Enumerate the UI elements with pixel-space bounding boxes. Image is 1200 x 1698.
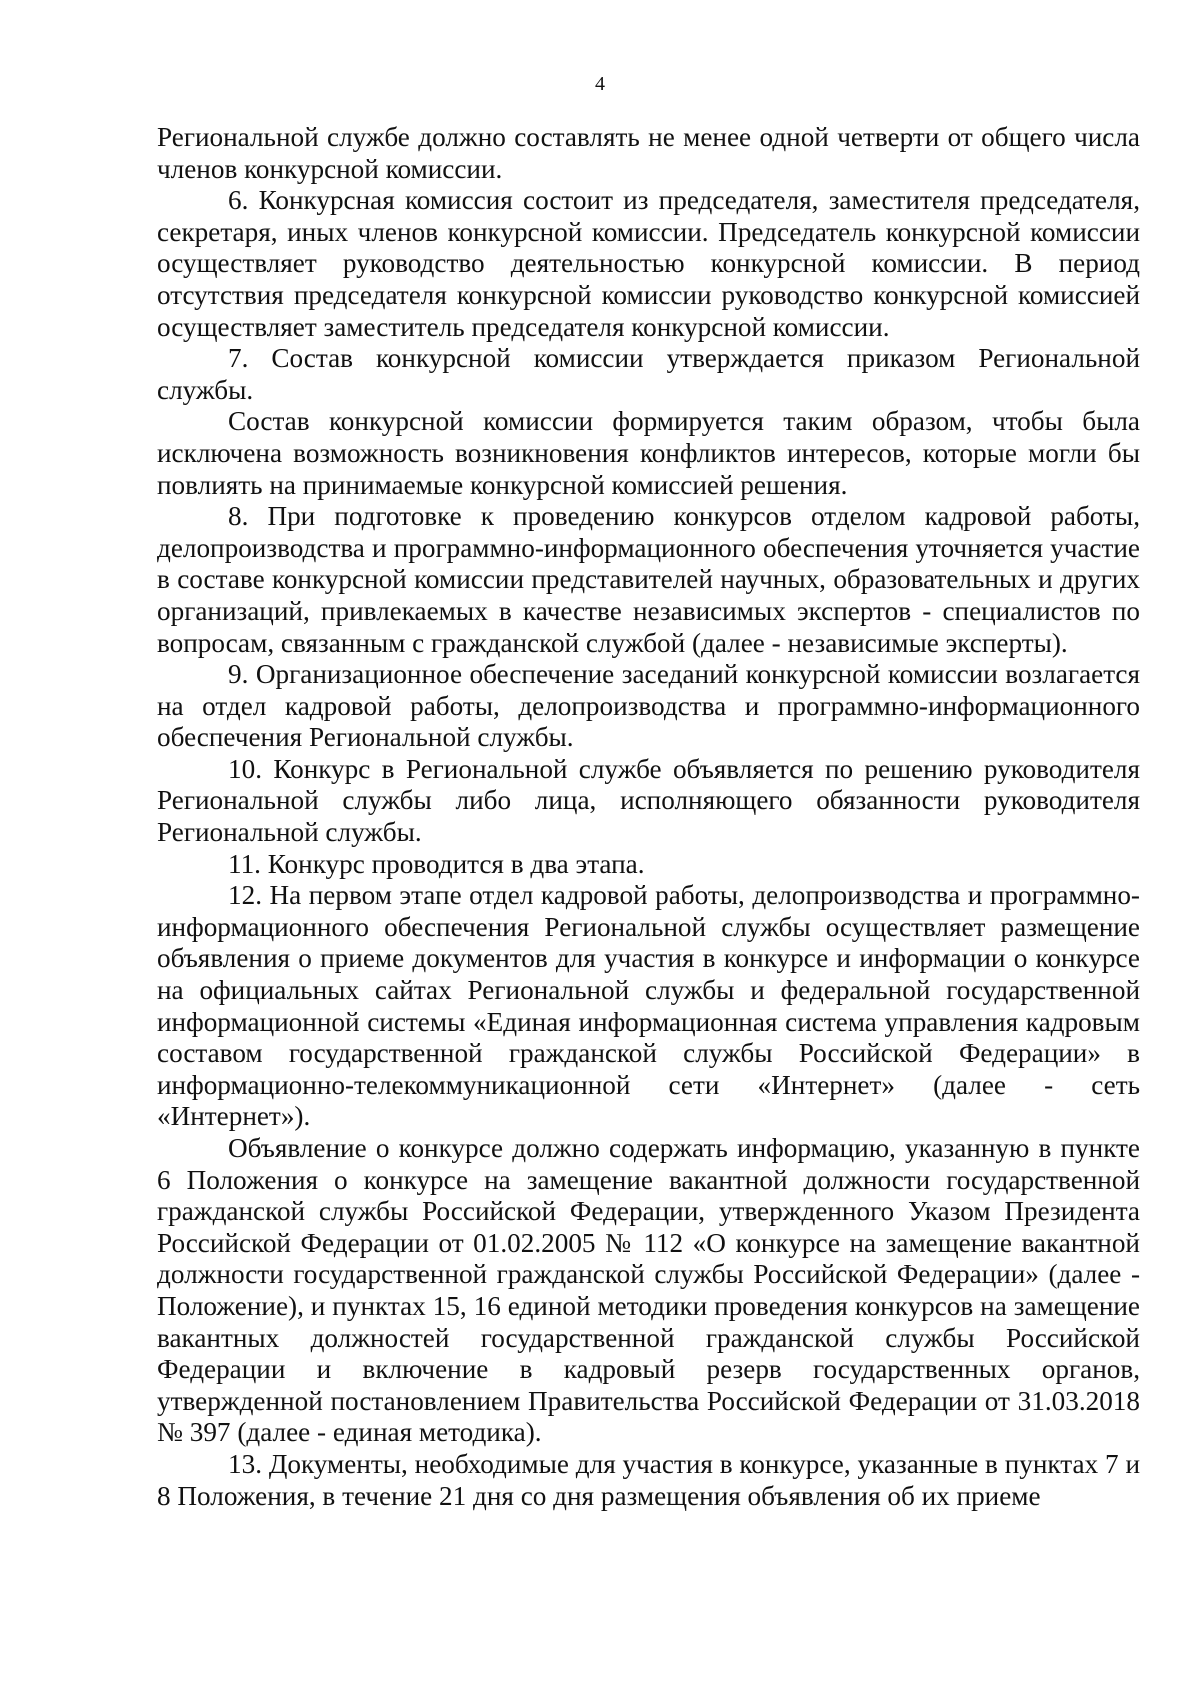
document-body	[157, 122, 1140, 1512]
paragraph-continuation: Региональной службе должно составлять не менее одной четверти от общего числа членов конкурсной комиссии.	[157, 122, 1140, 184]
paragraph-item-11: 11. Конкурс проводится в два этапа.	[228, 848, 645, 879]
paragraph-item-13: 13. Документы, необходимые для участия в конкурсе, указанные в пунктах 7 и 8 Положения, в течение 21 дня со дня размещения объявления об их приеме	[157, 1448, 1140, 1511]
paragraph-item-10: 10. Конкурс в Региональной службе объявляется по решению руководителя Региональной службы либо лица, исполняющего обязанности руководителя Региональной службы.	[157, 753, 1140, 848]
paragraph-item-9: 9. Организационное обеспечение заседаний конкурсной комиссии возлагается на отдел кадровой работы, делопроизводства и программно-информационного обеспечения Региональной службы.	[157, 659, 1140, 753]
paragraph-commission-composition: Состав конкурсной комиссии формируется таким образом, чтобы была исключена возможность возникновения конфликтов интересов, которые могли бы повлиять на принимаемые конкурсной комиссией решения.	[157, 406, 1140, 500]
paragraph-item-6: 6. Конкурсная комиссия состоит из председателя, заместителя председателя, секретаря, иных членов конкурсной комиссии. Председатель конкурсной комиссии осуществляет руководство деятельностью конкурсной комиссии. В период отсутствия председателя конкурсной комиссии руководство конкурсной комиссией осуществляет заместитель председателя конкурсной комиссии.	[157, 185, 1140, 342]
page-number: 4	[595, 73, 605, 95]
paragraph-item-7: 7. Состав конкурсной комиссии утверждается приказом Региональной службы.	[157, 343, 1140, 405]
paragraph-item-8: 8. При подготовке к проведению конкурсов отделом кадровой работы, делопроизводства и программно-информационного обеспечения уточняется участие в составе конкурсной комиссии представителей научных, образовательных и других организаций, привлекаемых в качестве независимых экспертов - специалистов по вопросам, связанным с гражданской службой (далее - независимые эксперты).	[157, 501, 1140, 658]
paragraph-announcement: Объявление о конкурсе должно содержать информацию, указанную в пункте 6 Положения о конкурсе на замещение вакантной должности государственной гражданской службы Российской Федерации, утвержденного Указом Президента Российской Федерации от 01.02.2005 № 112 «О конкурсе на замещение вакантной должности государственной гражданской службы Российской Федерации» (далее - Положение), и пунктах 15, 16 единой методики проведения конкурсов на замещение вакантных должностей государственной гражданской службы Российской Федерации и включение в кадровый резерв государственных органов, утвержденной постановлением Правительства Российской Федерации от 31.03.2018 № 397 (далее - единая методика).	[157, 1133, 1140, 1448]
paragraph-item-12: 12. На первом этапе отдел кадровой работы, делопроизводства и программно-информационного обеспечения Региональной службы осуществляет размещение объявления о приеме документов для участия в конкурсе и информации о конкурсе на официальных сайтах Региональной службы и федеральной государственной информационной системы «Единая информационная система управления кадровым составом государственной гражданской службы Российской Федерации» в информационно-телекоммуникационной сети «Интернет» (далее - сеть «Интернет»).	[157, 880, 1140, 1132]
